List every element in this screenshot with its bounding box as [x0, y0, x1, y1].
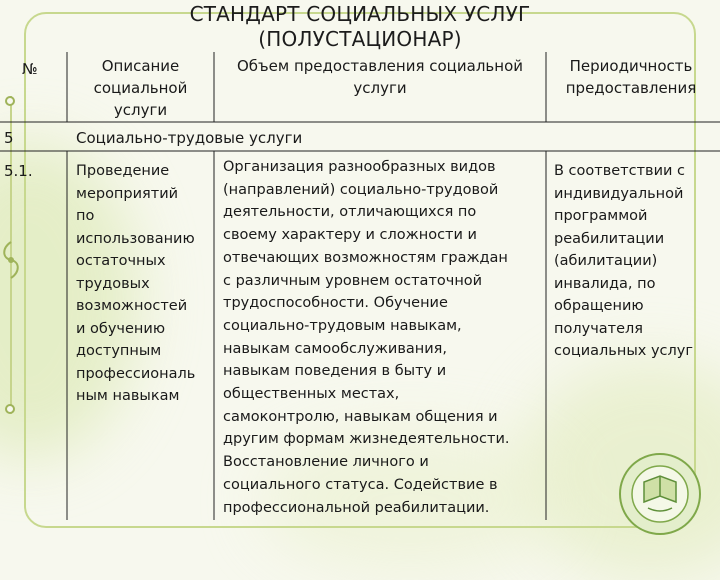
title-line-1: СТАНДАРТ СОЦИАЛЬНЫХ УСЛУГ — [189, 2, 531, 26]
header-periodicity: Периодичность предоставления — [565, 57, 697, 97]
header-number: № — [22, 60, 38, 78]
row-number: 5.1. — [4, 162, 33, 180]
section-number: 5 — [4, 129, 14, 147]
header-description: Описание социальной услуги — [93, 57, 188, 119]
header-volume: Объем предоставления социальной услуги — [237, 57, 523, 97]
row-volume: Организация разнообразных видов (направлений) социально-трудовой деятельности, отличающихся по своему характеру и сложности и отвечающих возможностям граждан с различным уровнем остаточной трудоспособности. Обучение социально-трудовым навыкам, навыкам самообслуживания, навыкам поведения в быту и общественных местах, самоконтролю, навыкам общения и другим формам жизнедеятельности. Восстановление личного и социального статуса. Содействие в профессиональной реабилитации. — [223, 159, 510, 516]
title-line-2: (ПОЛУСТАЦИОНАР) — [258, 27, 462, 51]
organization-emblem-icon — [618, 452, 702, 536]
row-description: Проведение мероприятий по использованию остаточных трудовых возможностей и обучению доступным профессиональ ным навыкам — [76, 163, 196, 404]
section-title: Социально-трудовые услуги — [76, 129, 303, 147]
row-periodicity: В соответствии с индивидуальной программой реабилитации (абилитации) инвалида, по обращению получателя социальных услуг — [554, 163, 693, 359]
page-title — [0, 2, 720, 52]
